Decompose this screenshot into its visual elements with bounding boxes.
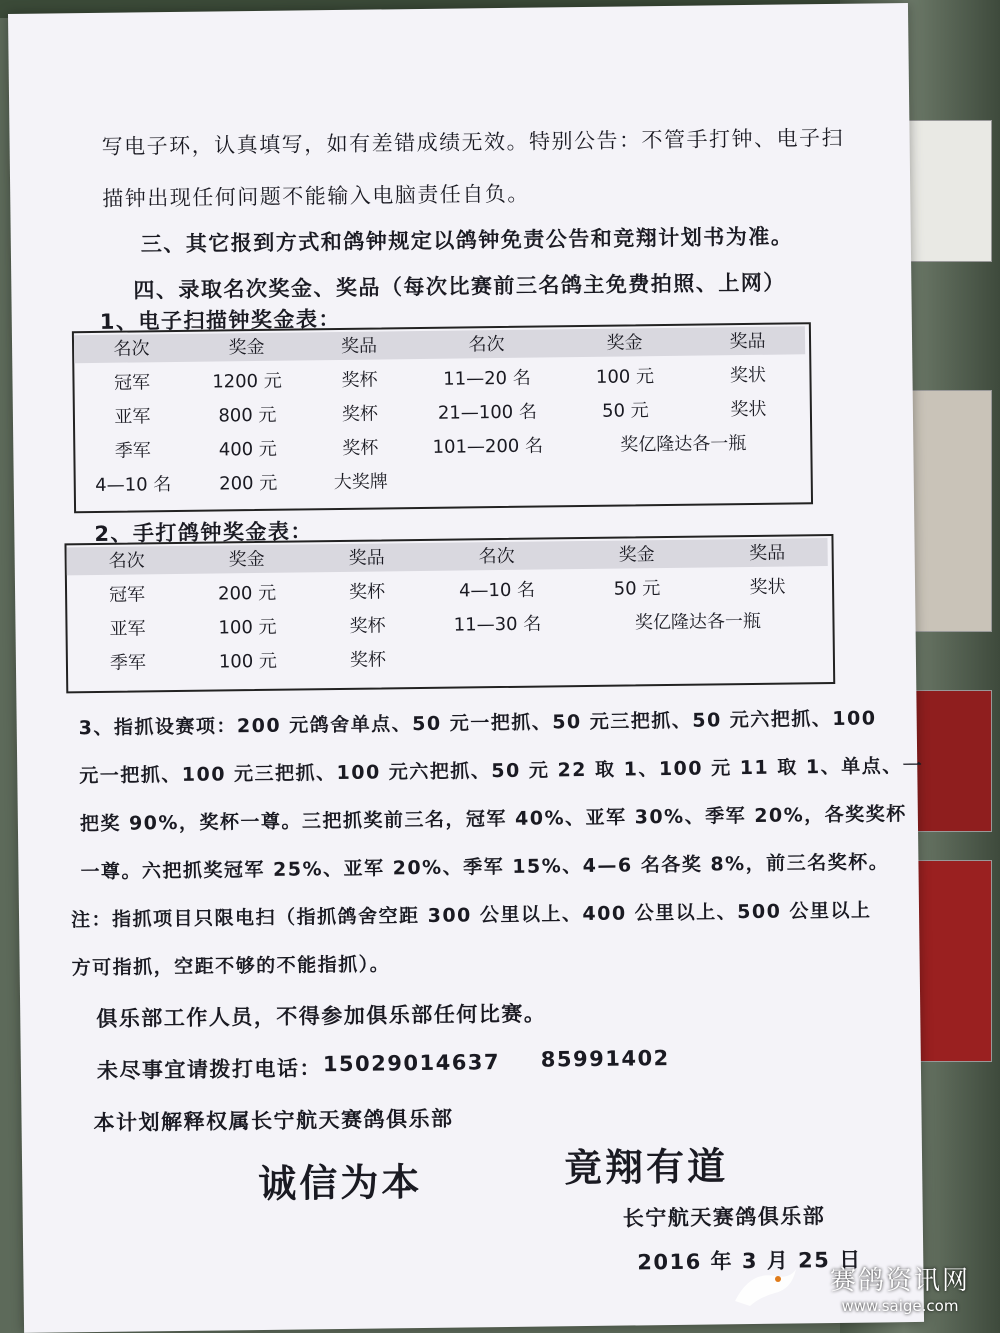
- table-header: 名次: [108, 550, 145, 572]
- club-name: 长宁航天赛鸽俱乐部: [622, 1204, 826, 1231]
- phone-label: 未尽事宜请拨打电话：: [96, 1056, 323, 1083]
- table-cell: [428, 639, 568, 675]
- phone-number: 85991402: [540, 1045, 670, 1072]
- paragraph-line: 元一把抓、100 元三把抓、100 元六把抓、50 元 22 取 1、100 元 11 取 1、单点、一: [79, 754, 924, 788]
- table-cell: 奖状: [749, 576, 786, 598]
- table-cell: 奖亿隆达各一瓶: [620, 433, 747, 456]
- phone-number: 15029014637: [322, 1050, 501, 1077]
- table-cell: 800 元: [218, 404, 277, 427]
- table2: [66, 534, 829, 679]
- table-cell: 4—10 名: [95, 474, 172, 496]
- table-cell: 100 元: [218, 616, 277, 639]
- table-cell: 101—200 名: [432, 435, 544, 458]
- table-cell: 亚军: [114, 406, 151, 428]
- table-cell: 11—30 名: [453, 613, 542, 636]
- note-line: 注：指抓项目只限电扫（指抓鸽舍空距 300 公里以上、400 公里以上、500 公里以上: [70, 899, 872, 932]
- motto-left: 诚信为本: [258, 1160, 423, 1207]
- table-cell: [416, 461, 561, 497]
- paragraph-line: 描钟出现任何问题不能输入电脑责任自负。: [102, 181, 530, 211]
- table-cell: 奖杯: [341, 369, 378, 391]
- paragraph-line: 写电子环，认真填写，如有差错成绩无效。特别公告：不管手打钟、电子扫: [101, 125, 845, 159]
- watermark-name: 赛鸽资讯网: [829, 1266, 970, 1296]
- table-cell: 4—10 名: [458, 579, 536, 602]
- table2-title: 2、手打鸽钟奖金表：: [94, 519, 314, 546]
- table-cell: 奖亿隆达各一瓶: [634, 610, 762, 634]
- section-3: 三、其它报到方式和鸽钟规定以鸽钟免责公告和竞翔计划书为准。: [140, 224, 794, 257]
- table-cell: 奖杯: [349, 649, 387, 671]
- table-cell: 奖状: [729, 364, 767, 387]
- table1: [74, 322, 807, 501]
- table-cell: 奖状: [730, 398, 767, 421]
- table-cell: 奖杯: [341, 403, 379, 425]
- table-header: 名次: [468, 333, 505, 356]
- table-cell: 50 元: [601, 400, 649, 422]
- motto-right: 竟翔有道: [563, 1144, 729, 1191]
- pigeon-logo-icon: [730, 1261, 800, 1311]
- section-4: 四、录取名次奖金、奖品（每次比赛前三名鸽主免费拍照、上网）: [133, 270, 786, 303]
- table-cell: 奖杯: [349, 615, 386, 637]
- table-cell: 大奖牌: [333, 471, 388, 494]
- table-cell: 季军: [114, 440, 151, 462]
- table-cell: 冠军: [108, 584, 146, 606]
- table-cell: 200 元: [217, 582, 277, 605]
- notice-paper: [8, 3, 924, 1333]
- table-cell: 200 元: [219, 472, 278, 495]
- table-cell: [561, 460, 692, 496]
- table-header: 奖金: [618, 544, 655, 566]
- site-watermark: [830, 1260, 970, 1315]
- table-cell: 400 元: [218, 438, 277, 461]
- table-header: 名次: [478, 545, 515, 568]
- table-header: 奖品: [749, 542, 786, 564]
- table-header: 奖品: [340, 335, 378, 357]
- paragraph-line: 3、指抓设赛项：200 元鸽舍单点、50 元一把抓、50 元三把抓、50 元六把抓、100: [78, 707, 877, 740]
- table-cell: 奖杯: [348, 581, 386, 603]
- table-cell: [708, 636, 829, 671]
- table-header: 奖金: [228, 548, 265, 571]
- table-cell: 奖杯: [342, 437, 379, 459]
- table-header: 奖品: [348, 547, 385, 569]
- table1-title: 1、电子扫描钟奖金表：: [99, 306, 342, 334]
- table-header: 名次: [113, 338, 150, 360]
- table-cell: [568, 637, 708, 673]
- table-cell: 11—20 名: [443, 367, 531, 390]
- paragraph-line: 把奖 90%，奖杯一尊。三把抓奖前三名，冠军 40%、亚军 30%、季军 20%，各奖奖杯: [79, 803, 907, 836]
- table-cell: 季军: [109, 652, 147, 674]
- table-header: 奖金: [606, 332, 643, 354]
- table-cell: 100 元: [595, 366, 655, 388]
- signature-date: 2016 年 3 月 25 日: [637, 1247, 862, 1275]
- staff-note: 俱乐部工作人员，不得参加俱乐部任何比赛。: [96, 1001, 547, 1031]
- table-cell: 1200 元: [212, 370, 282, 393]
- table-cell: 冠军: [113, 372, 151, 394]
- table-cell: 亚军: [109, 618, 146, 640]
- table-cell: 21—100 名: [437, 401, 538, 424]
- note-line: 方可指抓，空距不够的不能指抓）。: [71, 953, 391, 980]
- table-cell: 50 元: [613, 578, 661, 600]
- paragraph-line: 一尊。六把抓奖冠军 25%、亚军 20%、季军 15%、4—6 名各奖 8%，前三名奖杯。: [80, 851, 890, 884]
- rights-statement: 本计划解释权属长宁航天赛鸽俱乐部: [93, 1106, 454, 1136]
- table-header: 奖品: [729, 330, 766, 353]
- table-cell: [691, 458, 806, 493]
- table-header: 奖金: [228, 336, 265, 359]
- watermark-url: www.saige.com: [841, 1297, 959, 1315]
- table-cell: 100 元: [218, 650, 278, 673]
